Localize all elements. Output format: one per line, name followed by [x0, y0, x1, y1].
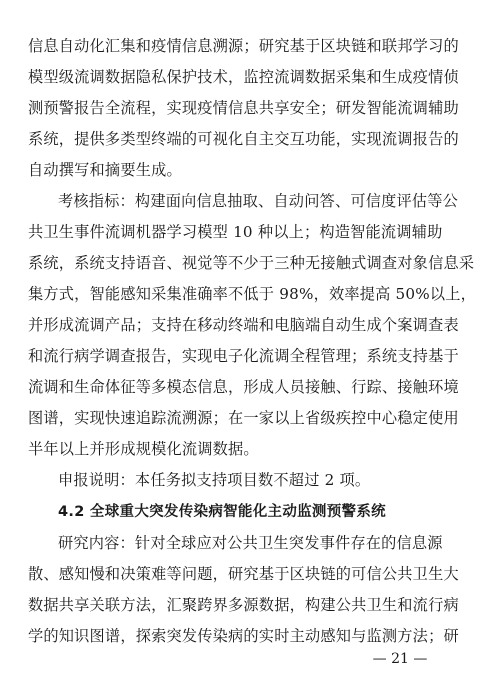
- paragraph-line: 流调和生命体征等多模态信息，形成人员接触、行踪、接触环境: [28, 378, 459, 396]
- paragraph-line: 共卫生事件流调机器学习模型 10 种以上；构造智能流调辅助: [28, 223, 443, 241]
- paragraph-line: 考核指标：构建面向信息抽取、自动问答、可信度评估等公: [58, 192, 459, 210]
- paragraph-line: 模型级流调数据隐私保护技术，监控流调数据采集和生成疫情侦: [28, 68, 459, 86]
- paragraph-line: 数据共享关联方法，汇聚跨界多源数据，构建公共卫生和流行病: [28, 596, 459, 614]
- paragraph-line: 测预警报告全流程，实现疫情信息共享安全；研发智能流调辅助: [28, 99, 459, 117]
- section-heading: 4.2 全球重大突发传染病智能化主动监测预警系统: [58, 504, 386, 520]
- paragraph-line: 半年以上并形成规模化流调数据。: [28, 440, 259, 458]
- paragraph-line: 图谱，实现快速追踪流溯源；在一家以上省级疾控中心稳定使用: [28, 409, 459, 427]
- paragraph-line: 学的知识图谱，探索突发传染病的实时主动感知与监测方法；研: [28, 627, 459, 645]
- paragraph-line: 信息自动化汇集和疫情信息溯源；研究基于区块链和联邦学习的: [28, 37, 459, 55]
- page-number: — 21 —: [372, 651, 428, 667]
- paragraph-line: 自动撰写和摘要生成。: [28, 161, 182, 179]
- paragraph-line: 集方式，智能感知采集准确率不低于 98%，效率提高 50%以上，: [28, 285, 477, 303]
- paragraph-line: 系统，系统支持语音、视觉等不少于三种无接触式调查对象信息采: [28, 254, 475, 272]
- paragraph-line: 和流行病学调查报告，实现电子化流调全程管理；系统支持基于: [28, 347, 459, 365]
- paragraph-line: 并形成流调产品；支持在移动终端和电脑端自动生成个案调查表: [28, 316, 459, 334]
- paragraph-line: 散、感知慢和决策难等问题，研究基于区块链的可信公共卫生大: [28, 565, 459, 583]
- paragraph-line: 研究内容：针对全球应对公共卫生突发事件存在的信息源: [58, 534, 443, 552]
- paragraph-line: 系统，提供多类型终端的可视化自主交互功能，实现流调报告的: [28, 130, 459, 148]
- paragraph-line: 申报说明：本任务拟支持项目数不超过 2 项。: [58, 471, 371, 489]
